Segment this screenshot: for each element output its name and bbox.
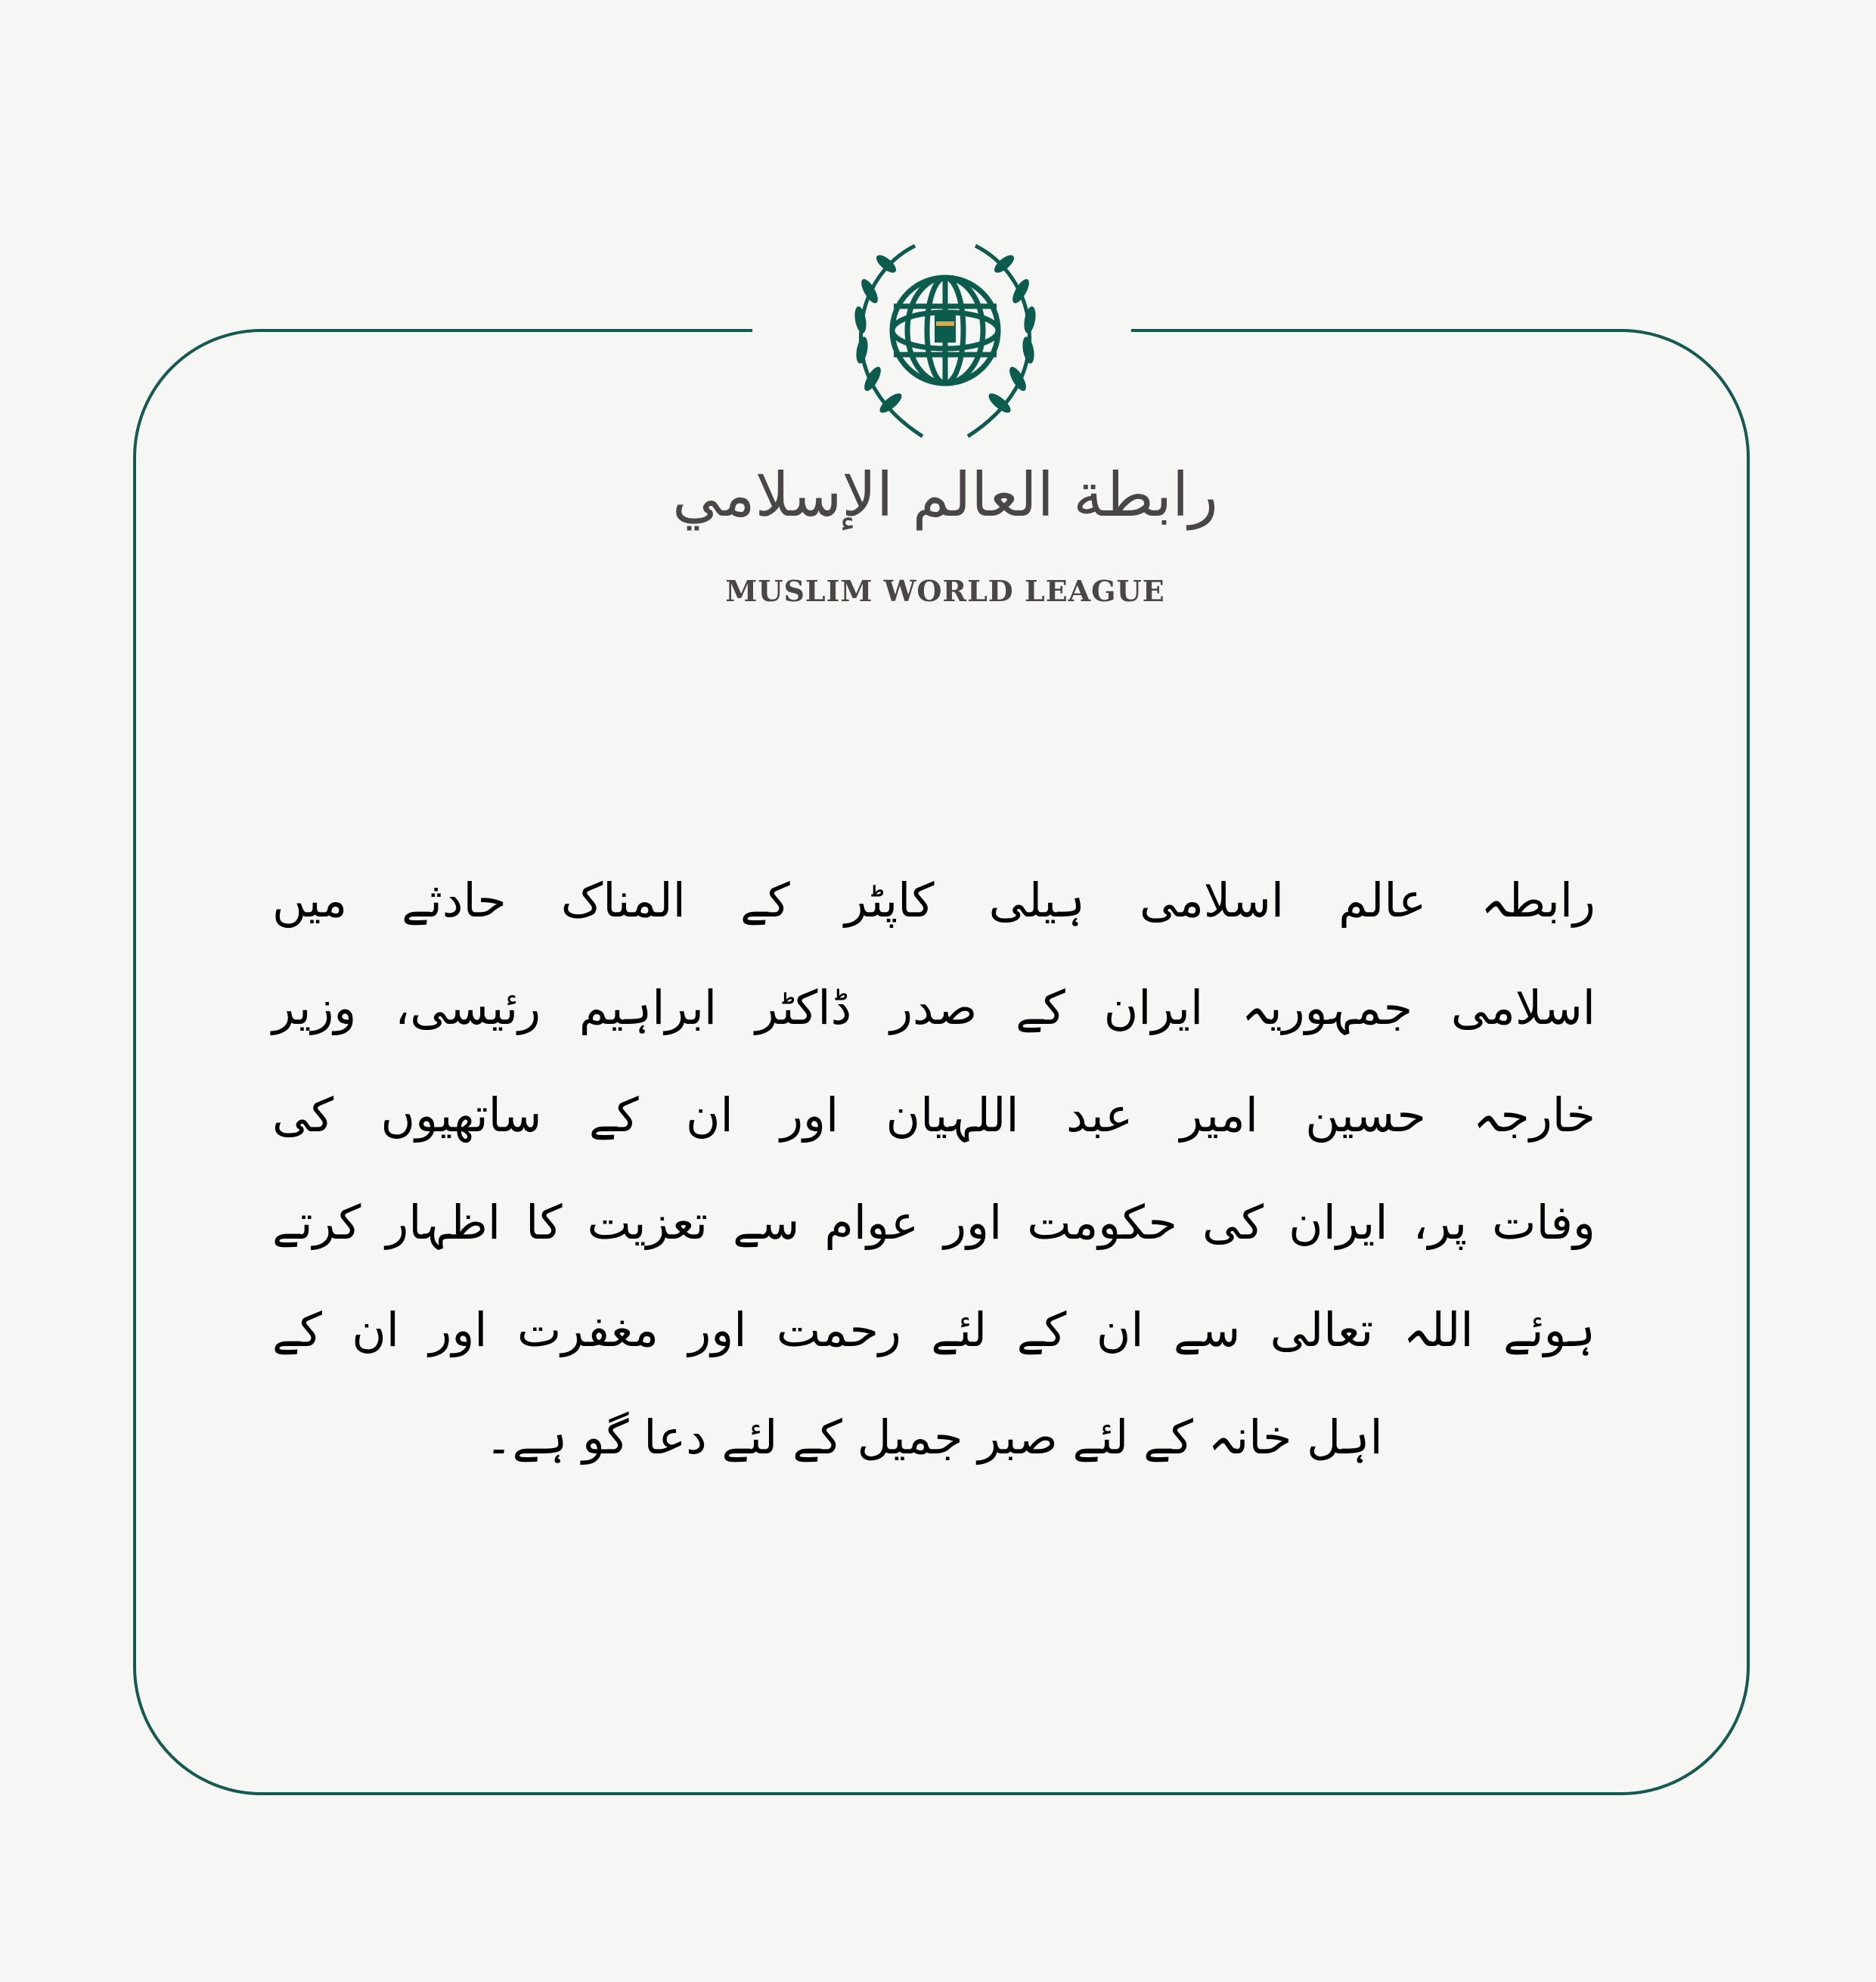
logo-arabic-wordmark: رابطة العالم الإسلامي (672, 460, 1218, 530)
statement-line: ہوئے اللہ تعالی سے ان کے لئے رحمت اور مغفرت اور ان کے (272, 1302, 1595, 1357)
statement-line: رابطہ عالم اسلامی ہیلی کاپٹر کے المناک حادثے میں (272, 873, 1595, 928)
logo-english-wordmark: MUSLIM WORLD LEAGUE (725, 574, 1165, 608)
muslim-world-league-emblem-icon (839, 231, 1051, 442)
statement-line: وفات پر، ایران کی حکومت اور عوام سے تعزیت کا اظہار کرتے (272, 1195, 1595, 1250)
statement-line: اسلامی جمہوریہ ایران کے صدر ڈاکٹر ابراہیم رئیسی، وزیر (272, 980, 1595, 1035)
statement-line: اہل خانہ کے لئے صبر جمیل کے لئے دعا گو ہے۔ (485, 1410, 1383, 1465)
condolence-statement (272, 847, 1595, 1491)
statement-line: خارجہ حسین امیر عبد اللہیان اور ان کے ساتھیوں کی (272, 1087, 1595, 1143)
